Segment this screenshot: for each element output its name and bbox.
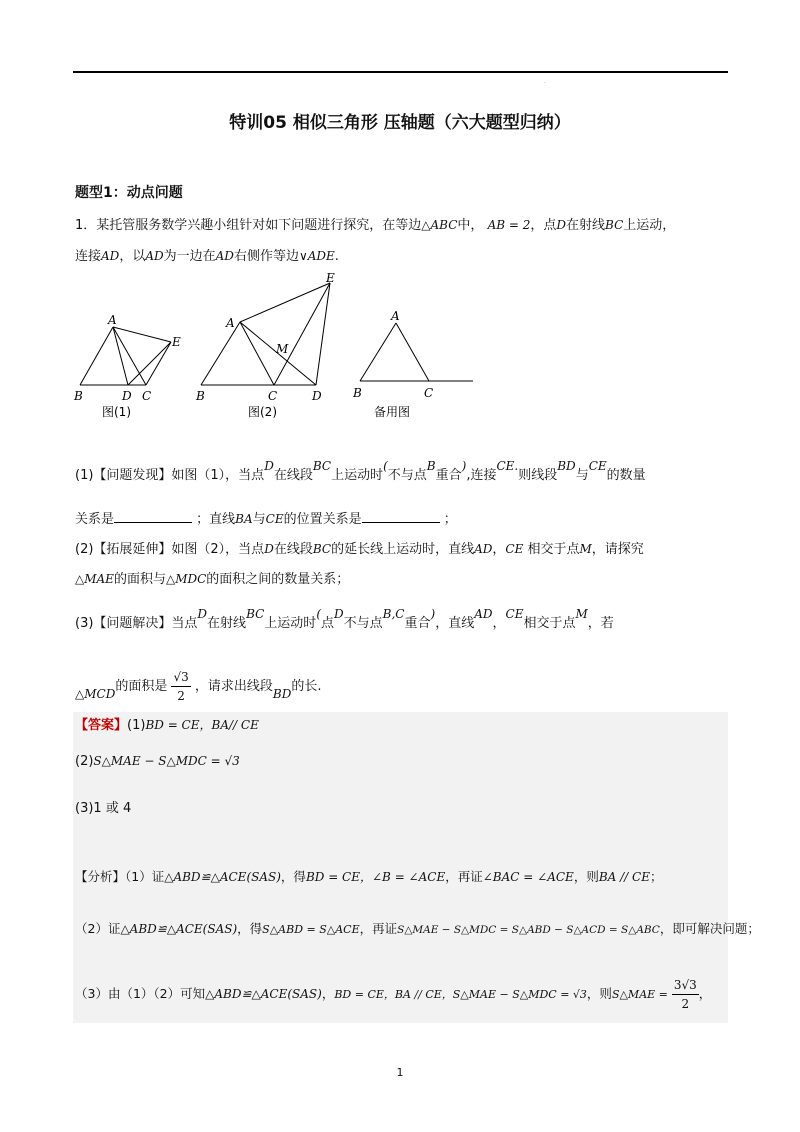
q3-line1: (3)【问题解决】当点D在射线BC上运动时(点D不与点B,C重合)，直线AD，CE相交于点M，若: [75, 607, 614, 631]
answer-line3: (3)1 或 4: [75, 801, 132, 816]
fig2-label-c: C: [268, 389, 278, 403]
problem-intro-line2: 连接AD，以AD为一边在AD右侧作等边∨ADE.: [75, 249, 339, 264]
analysis-line3: （3）由（1）（2）可知△ABD≌△ACE(SAS)，BD = CE，BA // CE，S△MAE − S△MDC = √3，则S△MAE = $\frac{3√3}{2}$ ，: [75, 978, 712, 1011]
page-number: 1: [396, 1066, 404, 1079]
page-title: 特训05 相似三角形 压轴题（六大题型归纳）: [229, 113, 571, 133]
fig1-label-b: B: [74, 389, 83, 403]
fig1-caption: 图(1): [102, 405, 131, 419]
fig2-label-m: M: [276, 342, 289, 356]
problem-intro-line1: 1．某托管服务数学兴趣小组针对如下问题进行探究，在等边△ABC中， AB = 2，点D在射线BC上运动，: [75, 218, 676, 233]
fig2-label-a: A: [226, 316, 235, 330]
analysis-line1: 【分析】（1）证△ABD≌△ACE(SAS)，得BD = CE，∠B = ∠ACE，再证∠BAC = ∠ACE，则BA // CE；: [75, 869, 663, 884]
q2-line2: △MAE的面积与△MDC的面积之间的数量关系；: [75, 572, 350, 587]
figure-3: [360, 323, 473, 381]
answer-line2: (2)S△MAE − S△MDC = √3: [75, 754, 240, 769]
fig3-caption: 备用图: [374, 405, 411, 419]
fig2-label-e: E: [326, 271, 335, 285]
q1-line1: (1)【问题发现】如图（1），当点D在线段BC上运动时(不与点B重合),连接CE.则线段BD与CE的数量: [75, 459, 646, 483]
analysis-line2: （2）证△ABD≌△ACE(SAS)，得S△ABD = S△ACE，再证S△MAE − S△MDC = S△ABD − S△ACD = S△ABC，即可解决问题；: [75, 921, 760, 936]
fig2-caption: 图(2): [248, 405, 277, 419]
fig2-label-b: B: [196, 389, 205, 403]
q3-line2: △MCD的面积是 $\frac{√3}{2}$ ，请求出线段BD的长.: [75, 670, 322, 703]
figures-svg: [68, 270, 488, 430]
fig3-label-b: B: [353, 386, 362, 400]
fig1-label-c: C: [142, 389, 152, 403]
fig2-label-d: D: [312, 389, 322, 403]
q2-line1: (2)【拓展延伸】如图（2），当点D在线段BC的延长线上运动时，直线AD，CE 相交于点M，请探究: [75, 542, 644, 557]
answer-blank-2[interactable]: [362, 510, 440, 523]
header-dot: ·: [544, 80, 546, 87]
fig1-label-a: A: [108, 313, 117, 327]
fig3-label-c: C: [424, 386, 434, 400]
answer-line1: 【答案】(1)BD = CE，BA// CE: [75, 718, 259, 733]
fig1-label-e: E: [172, 335, 181, 349]
header-rule: [73, 71, 728, 73]
fig1-label-d: D: [122, 389, 132, 403]
section-heading: 题型1：动点问题: [75, 185, 183, 201]
q3-fraction: $\frac{√3}{2}$: [173, 670, 189, 703]
q1-line2: 关系是 ；直线BA与CE的位置关系是 ；: [75, 512, 457, 527]
figure-2: [201, 283, 330, 385]
answer-blank-1[interactable]: [114, 510, 192, 523]
fig3-label-a: A: [391, 309, 400, 323]
analysis-fraction: $\frac{3√3}{2}$: [673, 978, 697, 1011]
figure-1: [80, 327, 171, 385]
